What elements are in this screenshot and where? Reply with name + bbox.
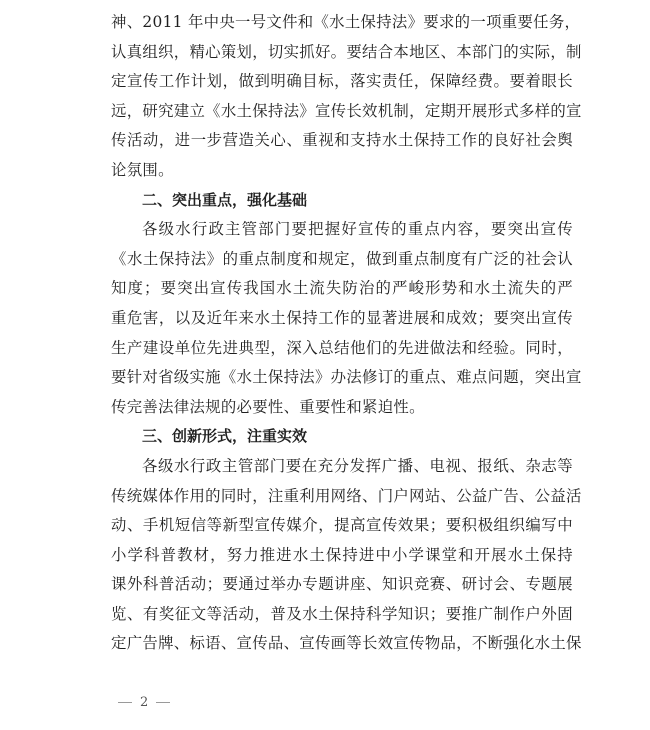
paragraph-3-line: 各级水行政主管部门要在充分发挥广播、电视、报纸、杂志等	[142, 456, 573, 475]
page-number	[118, 695, 170, 710]
page-number-dash-right	[156, 702, 170, 703]
paragraph-1-line: 认真组织，精心策划，切实抓好。要结合本地区、本部门的实际，制	[111, 42, 582, 61]
section-heading-2: 二、突出重点，强化基础	[142, 190, 308, 209]
page-number-dash-left	[118, 702, 132, 703]
document-body	[111, 8, 582, 659]
paragraph-3-line: 传统媒体作用的同时，注重利用网络、门户网站、公益广告、公益活	[111, 486, 582, 505]
paragraph-3	[111, 452, 582, 659]
paragraph-1-line: 传活动，进一步营造关心、重视和支持水土保持工作的良好社会舆	[111, 131, 573, 150]
section-heading-3: 三、创新形式，注重实效	[142, 427, 308, 446]
page-number-value: 2	[140, 695, 149, 710]
paragraph-1-line: 远，研究建立《水土保持法》宣传长效机制，定期开展形式多样的宣	[111, 101, 582, 120]
paragraph-1-line: 神、2011 年中央一号文件和《水土保持法》要求的一项重要任务，	[111, 13, 581, 31]
paragraph-1-line: 定宣传工作计划，做到明确目标，落实责任，保障经费。要着眼长	[111, 72, 573, 91]
paragraph-2-line: 《水土保持法》的重点制度和规定，做到重点制度有广泛的社会认	[111, 249, 573, 268]
paragraph-3-line: 定广告牌、标语、宣传品、宣传画等长效宣传物品，不断强化水土保	[111, 634, 582, 653]
paragraph-2-line: 要针对省级实施《水土保持法》办法修订的重点、难点问题，突出宣	[111, 368, 582, 387]
paragraph-1	[111, 8, 582, 186]
paragraph-3-line: 小学科普教材，努力推进水土保持进中小学课堂和开展水土保持	[111, 545, 573, 564]
paragraph-2-line: 知度；要突出宣传我国水土流失防治的严峻形势和水土流失的严	[111, 279, 573, 298]
paragraph-2-line: 各级水行政主管部门要把握好宣传的重点内容，要突出宣传	[142, 220, 573, 239]
paragraph-3-line: 动、手机短信等新型宣传媒介，提高宣传效果；要积极组织编写中	[111, 516, 573, 535]
paragraph-1-line: 论氛围。	[111, 160, 174, 179]
paragraph-2	[111, 215, 582, 422]
paragraph-3-line: 览、有奖征文等活动，普及水土保持科学知识；要推广制作户外固	[111, 604, 573, 623]
paragraph-2-line: 生产建设单位先进典型，深入总结他们的先进做法和经验。同时，	[111, 338, 573, 357]
paragraph-3-line: 课外科普活动；要通过举办专题讲座、知识竞赛、研讨会、专题展	[111, 575, 573, 594]
paragraph-2-line: 传完善法律法规的必要性、重要性和紧迫性。	[111, 397, 425, 416]
paragraph-2-line: 重危害，以及近年来水土保持工作的显著进展和成效；要突出宣传	[111, 308, 573, 327]
